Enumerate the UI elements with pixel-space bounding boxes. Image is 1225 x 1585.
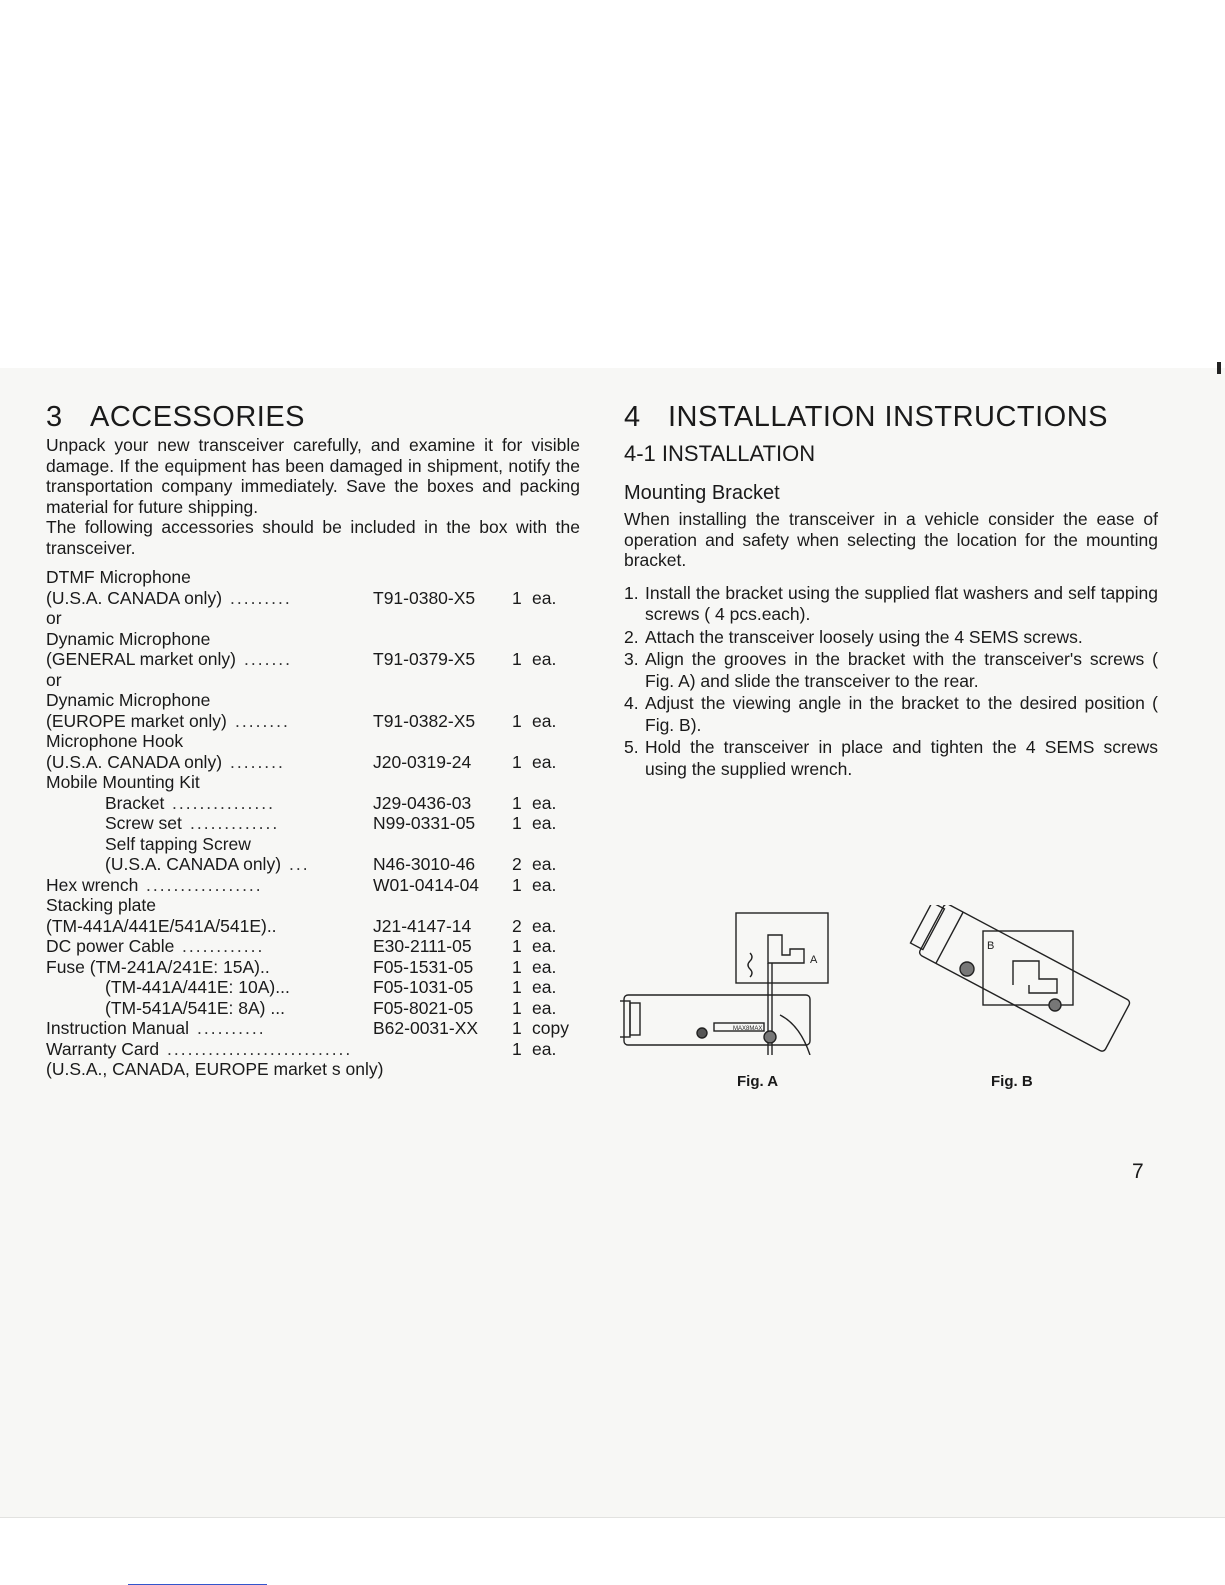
accessory-label: Hex wrench xyxy=(46,874,139,895)
accessory-label: Bracket xyxy=(105,792,165,813)
installation-step xyxy=(624,693,1158,736)
accessory-label: Microphone Hook xyxy=(46,731,184,751)
accessory-part-number: F05-1531-05 xyxy=(373,956,474,977)
accessory-label: Screw set xyxy=(105,813,182,833)
accessory-row xyxy=(46,670,580,691)
accessory-label: (U.S.A. CANADA only) xyxy=(46,587,223,608)
accessory-unit: ea. xyxy=(532,977,557,997)
accessory-unit: ea. xyxy=(532,587,557,608)
accessory-row xyxy=(46,1018,580,1039)
accessory-row xyxy=(46,711,580,732)
accessory-quantity: 1 xyxy=(512,813,522,833)
accessory-label: Self tapping Screw xyxy=(105,833,251,854)
accessory-label: Stacking plate xyxy=(46,895,156,915)
accessory-part-number: T91-0379-X5 xyxy=(373,649,476,669)
accessory-row xyxy=(46,1059,580,1080)
accessory-row xyxy=(46,772,580,793)
accessory-label: Dynamic Microphone xyxy=(46,690,211,710)
accessories-intro-2: The following accessories should be included in the box with the transceiver. xyxy=(46,517,580,558)
accessory-row xyxy=(46,567,580,588)
accessory-row xyxy=(46,629,580,650)
accessory-part-number: J20-0319-24 xyxy=(373,751,472,772)
accessory-part-number: E30-2111-05 xyxy=(373,936,472,956)
accessory-part-number: J21-4147-14 xyxy=(373,915,472,936)
fig-a-illustration xyxy=(620,905,880,1055)
accessory-label: (TM-441A/441E: 10A)... xyxy=(105,977,290,997)
accessory-leader-dots: ............. xyxy=(190,813,280,833)
installation-heading xyxy=(624,399,1158,435)
accessory-quantity: 1 xyxy=(512,977,522,997)
step-text: Install the bracket using the supplied flat washers and self tapping screws ( 4 pcs.each). xyxy=(645,582,1158,624)
accessory-quantity: 2 xyxy=(512,854,522,874)
accessory-label: (GENERAL market only) xyxy=(46,649,236,669)
accessory-row xyxy=(46,813,580,834)
step-number: 2. xyxy=(624,626,639,647)
accessory-row xyxy=(46,731,580,752)
accessory-row xyxy=(46,957,580,978)
accessory-row xyxy=(46,1039,580,1060)
accessory-label: (U.S.A. CANADA only) xyxy=(46,751,223,772)
accessory-unit: ea. xyxy=(532,997,557,1018)
accessory-row xyxy=(46,977,580,998)
fig-a-groove xyxy=(768,935,804,963)
mounting-bracket-title: Mounting Bracket xyxy=(624,482,780,504)
installation-column xyxy=(624,399,1158,781)
fig-b-callout: B xyxy=(987,940,995,952)
accessory-quantity: 1 xyxy=(512,1038,522,1059)
accessory-label: Mobile Mounting Kit xyxy=(46,772,200,792)
accessory-leader-dots: ........ xyxy=(235,710,290,731)
accessory-quantity: 1 xyxy=(512,587,522,608)
installation-subheading: 4-1 INSTALLATION xyxy=(624,441,816,466)
installation-step xyxy=(624,737,1158,780)
accessory-part-number: T91-0382-X5 xyxy=(373,710,476,731)
accessory-quantity: 1 xyxy=(512,792,522,813)
accessory-part-number: N99-0331-05 xyxy=(373,813,476,833)
scan-bottom-edge xyxy=(0,1517,1225,1518)
step-text: Align the grooves in the bracket with the transceiver's screws ( Fig. A) and slide the transceiver to the rear. xyxy=(645,649,1158,691)
step-text: Hold the transceiver in place and tighten the 4 SEMS screws using the supplied wrench. xyxy=(645,737,1158,779)
accessories-list xyxy=(46,567,580,1080)
step-text: Attach the transceiver loosely using the 4 SEMS screws. xyxy=(645,626,1083,647)
step-number: 5. xyxy=(624,737,639,757)
heading-text: ACCESSORIES xyxy=(90,401,305,433)
accessory-label: Dynamic Microphone xyxy=(46,628,211,649)
accessory-unit: ea. xyxy=(532,854,557,874)
heading-number: 4 xyxy=(624,401,641,433)
accessory-label: (U.S.A., CANADA, EUROPE market s only) xyxy=(46,1059,384,1079)
fig-b-transceiver xyxy=(918,905,1131,1053)
accessory-label: DTMF Microphone xyxy=(46,567,191,587)
accessories-intro: Unpack your new transceiver carefully, and examine it for visible damage. If the equipment has been damaged in shipment, notify the transportation company immediately. Save the boxes and packing material for future shipping. xyxy=(46,435,580,517)
heading-number: 3 xyxy=(46,401,63,433)
accessory-row xyxy=(46,793,580,814)
accessory-quantity: 2 xyxy=(512,915,522,936)
accessory-leader-dots: ................. xyxy=(146,874,263,895)
accessory-part-number: F05-8021-05 xyxy=(373,997,474,1018)
fig-b-bracket xyxy=(983,931,1073,1005)
accessory-leader-dots: .......... xyxy=(197,1018,266,1038)
accessory-part-number: W01-0414-04 xyxy=(373,874,480,895)
accessory-label: (TM-441A/441E/541A/541E).. xyxy=(46,915,277,936)
accessory-part-number: B62-0031-XX xyxy=(373,1018,479,1038)
step-number: 1. xyxy=(624,582,639,603)
accessory-row xyxy=(46,588,580,609)
accessory-label: (U.S.A. CANADA only) xyxy=(105,854,282,874)
fig-a-label: Fig. A xyxy=(737,1073,779,1090)
accessories-heading xyxy=(46,399,580,435)
step-text: Adjust the viewing angle in the bracket to the desired position ( Fig. B). xyxy=(645,693,1158,735)
fig-b-label: Fig. B xyxy=(991,1073,1033,1090)
accessory-unit: ea. xyxy=(532,649,557,669)
accessory-quantity: 1 xyxy=(512,997,522,1018)
accessory-unit: ea. xyxy=(532,874,557,895)
step-number: 4. xyxy=(624,693,639,713)
accessory-leader-dots: ....... xyxy=(244,649,293,669)
accessory-part-number: T91-0380-X5 xyxy=(373,587,476,608)
fig-b-illustration xyxy=(895,905,1155,1060)
heading-text: INSTALLATION INSTRUCTIONS xyxy=(668,401,1109,433)
accessory-unit: ea. xyxy=(532,813,557,833)
accessory-unit: ea. xyxy=(532,936,557,956)
accessory-row xyxy=(46,936,580,957)
accessory-part-number: F05-1031-05 xyxy=(373,977,474,997)
accessory-row xyxy=(46,895,580,916)
mounting-intro: When installing the transceiver in a vehicle consider the ease of operation and safety when selecting the location for the mounting bracket. xyxy=(624,509,1158,570)
fig-a-callout: A xyxy=(810,954,818,966)
accessory-leader-dots: ............... xyxy=(172,792,275,813)
accessory-unit: ea. xyxy=(532,1038,557,1059)
accessory-row xyxy=(46,875,580,896)
accessory-leader-dots: ............ xyxy=(182,936,265,956)
accessory-label: or xyxy=(46,669,62,690)
accessory-label: DC power Cable xyxy=(46,936,175,956)
accessory-unit: ea. xyxy=(532,792,557,813)
accessory-quantity: 1 xyxy=(512,874,522,895)
accessory-row xyxy=(46,834,580,855)
accessory-unit: copy xyxy=(532,1018,569,1038)
accessory-unit: ea. xyxy=(532,956,557,977)
accessory-row xyxy=(46,916,580,937)
accessory-label: (EUROPE market only) xyxy=(46,710,227,731)
installation-step xyxy=(624,583,1158,626)
accessory-label: (TM-541A/541E: 8A) ... xyxy=(105,997,285,1018)
accessory-row xyxy=(46,649,580,670)
accessory-quantity: 1 xyxy=(512,956,522,977)
installation-steps xyxy=(624,583,1158,781)
accessory-row xyxy=(46,998,580,1019)
fig-b-groove xyxy=(1013,961,1057,993)
accessories-column xyxy=(46,399,580,1080)
accessory-part-number: N46-3010-46 xyxy=(373,854,476,874)
accessory-row xyxy=(46,690,580,711)
accessory-unit: ea. xyxy=(532,710,557,731)
accessory-row xyxy=(46,752,580,773)
accessory-quantity: 1 xyxy=(512,1018,522,1038)
accessory-quantity: 1 xyxy=(512,649,522,669)
accessory-quantity: 1 xyxy=(512,710,522,731)
step-number: 3. xyxy=(624,649,639,669)
accessory-unit: ea. xyxy=(532,915,557,936)
accessory-label: Fuse (TM-241A/241E: 15A).. xyxy=(46,956,270,977)
accessory-quantity: 1 xyxy=(512,751,522,772)
accessory-label: Warranty Card xyxy=(46,1038,160,1059)
accessory-row xyxy=(46,854,580,875)
accessory-leader-dots: ... xyxy=(289,854,310,874)
accessory-row xyxy=(46,608,580,629)
installation-step xyxy=(624,649,1158,692)
installation-step xyxy=(624,627,1158,649)
accessory-unit: ea. xyxy=(532,751,557,772)
accessory-leader-dots: ........................... xyxy=(167,1038,353,1059)
accessory-leader-dots: ......... xyxy=(230,587,292,608)
page-number: 7 xyxy=(1132,1160,1144,1183)
accessory-label: or xyxy=(46,608,62,628)
accessory-label: Instruction Manual xyxy=(46,1018,189,1038)
accessory-quantity: 1 xyxy=(512,936,522,956)
fig-a-transceiver xyxy=(624,995,810,1045)
accessory-leader-dots: ........ xyxy=(230,751,285,772)
fig-a-plate-text: MAX8MAX xyxy=(733,1026,763,1032)
edge-mark xyxy=(1217,362,1221,374)
accessory-part-number: J29-0436-03 xyxy=(373,792,472,813)
